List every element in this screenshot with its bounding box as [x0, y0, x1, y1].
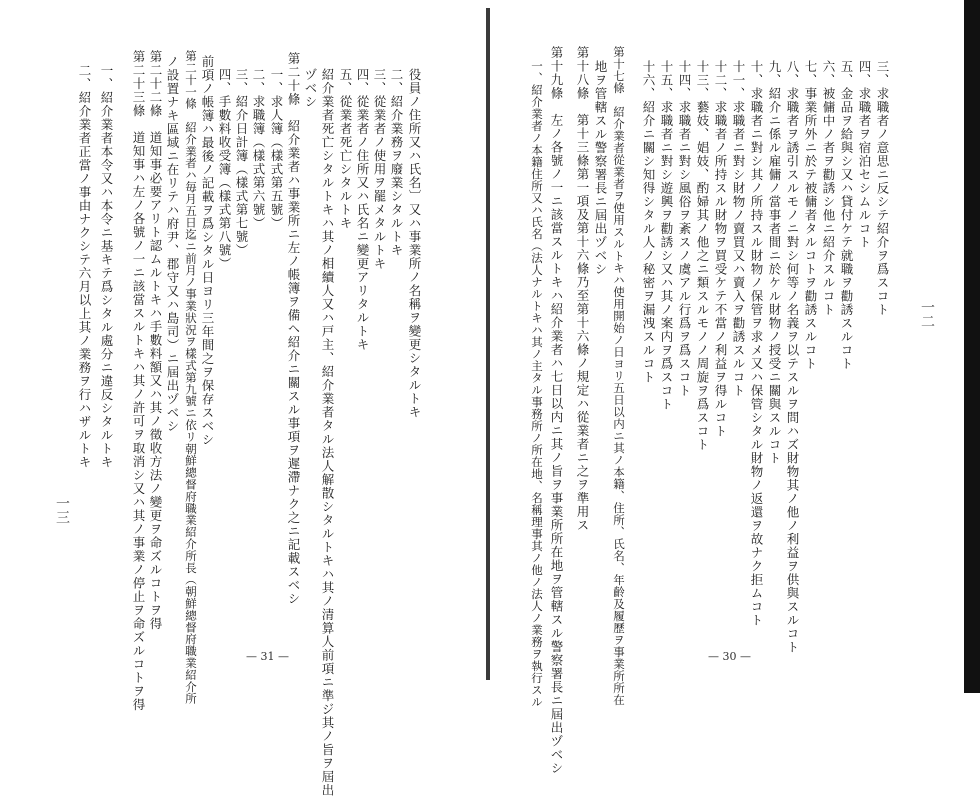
text-column: 四、從業者ノ住所又ハ氏名ニ變更アリタルトキ: [355, 68, 370, 352]
text-column: 第二十條 紹介業者ハ事業所ニ左ノ帳簿ヲ備ヘ紹介ニ關スル事項ヲ遲滯ナク之ニ記載スベシ: [286, 52, 301, 606]
text-column: 十五、求職者ニ對シ遊興ヲ勸誘シ又ハ其ノ案内ヲ爲スコト: [659, 60, 674, 411]
text-column: 第十七條 紹介業者從業者ヲ使用スルトキハ使用開始ノ日ヨリ五日以内ニ其ノ本籍、住所、氏名、年齡及履歷ヲ事業所所在: [612, 46, 626, 706]
text-column: 十二、求職者ノ所持スル財物ヲ買受ケテ不當ノ利益ヲ得ルコト: [713, 60, 728, 438]
text-column: 一、紹介業者ノ本籍住所又ハ氏名（法人ナルトキハ其ノ主タル事務所ノ所在地、名稱理事其ノ他ノ法人ノ業務ヲ執行スル: [530, 60, 544, 708]
text-column: 第二十二條 道知事必要アリト認ムルトキハ手數料額又ハ其ノ徵收方法ノ變更ヲ命ズルコトヲ得: [148, 50, 163, 631]
text-column: 八、求職者ヲ誘引スルモノニ對シ何等ノ名義ヲ以テスルヲ問ハズ財物其ノ他ノ利益ヲ供與スルコト: [785, 60, 800, 654]
text-column: 十三、藝妓、娼妓、酌婦其ノ他之ニ類スルモノノ周旋ヲ爲スコト: [695, 60, 710, 452]
text-column: 三、求職者ノ意思ニ反シテ紹介ヲ爲スコト: [875, 60, 890, 317]
text-column: 十六、紹介ニ關シ知得シタル人ノ秘密ヲ漏洩スルコト: [641, 60, 656, 384]
text-column: 第十八條 第十三條第一項及第十六條乃至第十六條ノ規定ハ從業者ニ之ヲ準用ス: [575, 46, 590, 532]
scan-edge: [964, 0, 980, 693]
text-column: 七、事業所外ニ於テ被傭者タルコトヲ勸誘スルコト: [803, 60, 818, 371]
text-column: 十、求職者ニ對シ其ノ所持スル財物ノ保管ヲ求メ又ハ保管シタル財物ノ返還ヲ故ナク拒ムコト: [749, 60, 764, 627]
text-column: 二、紹介業務ヲ廢業シタルトキ: [389, 68, 404, 257]
folio-number: 一三: [54, 496, 70, 524]
text-column: 三、紹介日計簿（樣式第七號）: [234, 68, 249, 257]
text-column: 紹介業者死亡シタルトキハ其ノ相續人又ハ戸主、紹介業者タル法人解散シタルトキハ其ノ清算人前項ニ準ジ其ノ旨ヲ屆出: [320, 68, 335, 797]
text-column: 一、求人簿（樣式第五號）: [269, 68, 284, 230]
text-column: 第十九條 左ノ各號ノ一ニ該當スルトキハ紹介業者ハ七日以内ニ其ノ旨ヲ事業所所在地ヲ管轄スル警察署長ニ屆出ヅベシ: [549, 46, 564, 775]
text-column: 九、紹介ニ係ル雇傭ノ當事者間ニ於ケル財物ノ授受ニ關與スルコト: [767, 60, 782, 465]
text-column: 五、金品ヲ給與シ又ハ貸付ケテ就職ヲ勸誘スルコト: [839, 60, 854, 371]
text-column: 第二十一條 紹介業者ハ毎月五日迄ニ前月ノ事業狀況ヲ樣式第九號ニ依リ朝鮮總督府職業紹介所長（朝鮮總督府職業紹介所: [184, 50, 198, 705]
text-column: 二、求職簿（樣式第六號）: [251, 68, 266, 230]
text-column: 六、被傭中ノ者ヲ勸誘シ他ニ紹介スルコト: [821, 60, 836, 317]
text-column: ノ設置ナキ區域ニ在リテハ府尹、郡守又ハ島司）ニ屆出ヅベシ: [165, 55, 180, 433]
text-column: 二、紹介業者正當ノ事由ナクシテ六月以上其ノ業務ヲ行ハザルトキ: [77, 64, 92, 469]
text-column: 五、從業者死亡シタルトキ: [338, 68, 353, 230]
text-column: 地ヲ管轄スル警察署長ニ屆出ヅベシ: [593, 60, 608, 276]
page-number: — 31 —: [246, 650, 289, 663]
text-column: ヅベシ: [303, 68, 318, 109]
text-column: 十四、求職者ニ對シ風俗ヲ紊スノ虞アル行爲ヲ爲スコト: [677, 60, 692, 398]
text-column: 役員ノ住所又ハ氏名〕又ハ事業所ノ名稱ヲ變更シタルトキ: [407, 68, 422, 419]
text-column: 三、從業者ノ使用ヲ罷メタルトキ: [372, 68, 387, 271]
text-column: 一、紹介業者本令又ハ本令ニ基キテ爲シタル處分ニ違反シタルトキ: [99, 64, 114, 469]
text-column: 四、手數料收受簿（樣式第八號）: [217, 68, 232, 271]
page-gutter: [486, 8, 490, 680]
text-column: 四、求職者ヲ宿泊セシムルコト: [857, 60, 872, 249]
text-column: 前項ノ帳簿ハ最後ノ記載ヲ爲シタル日ヨリ三年間之ヲ保存スベシ: [200, 55, 215, 447]
folio-number: 一二: [919, 300, 935, 328]
page-number: — 30 —: [708, 650, 751, 663]
text-column: 十一、求職者ニ對シ財物ノ賣買又ハ賣入ヲ勸誘スルコト: [731, 60, 746, 398]
text-column: 第二十三條 道知事ハ左ノ各號ノ一ニ該當スルトキハ其ノ許可ヲ取消シ又ハ其ノ事業ノ停止ヲ命ズルコトヲ得: [131, 50, 146, 712]
